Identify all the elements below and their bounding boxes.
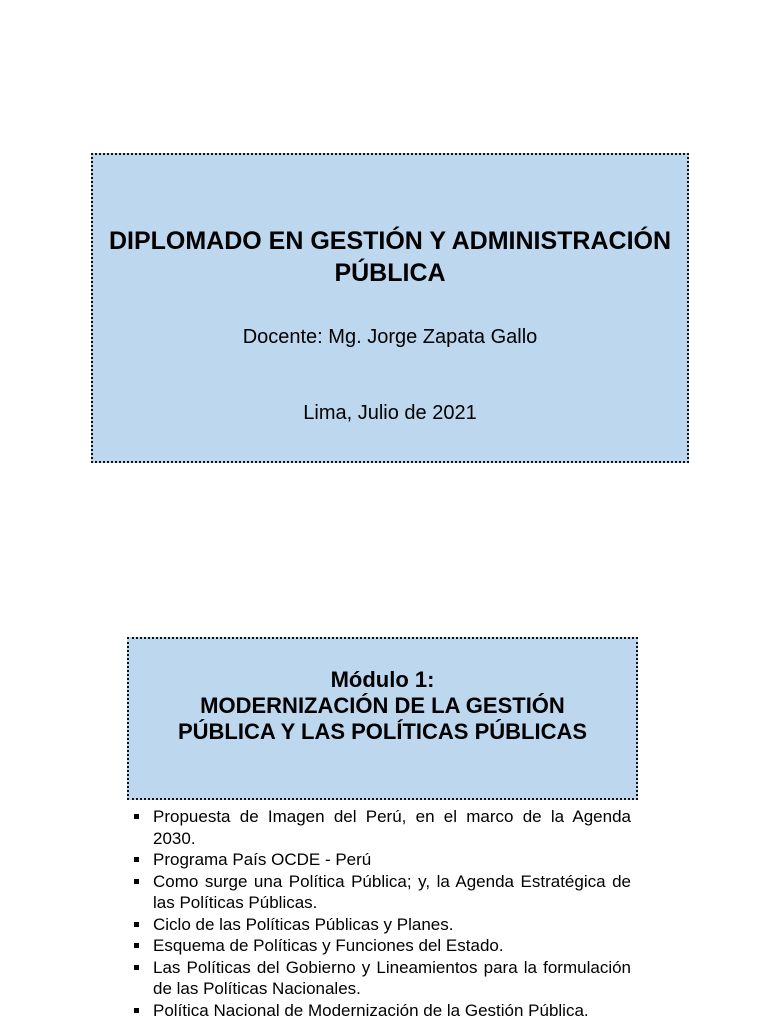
location-date: Lima, Julio de 2021 — [303, 402, 477, 424]
diploma-title: DIPLOMADO EN GESTIÓN Y ADMINISTRACIÓN PÚBLICA — [108, 227, 672, 287]
square-bullet-icon — [134, 922, 139, 927]
list-item — [133, 957, 631, 1000]
list-item — [133, 871, 631, 914]
module-title: MODERNIZACIÓN DE LA GESTIÓN PÚBLICA Y LAS POLÍTICAS PÚBLICAS — [177, 693, 588, 744]
list-item — [133, 935, 631, 957]
list-item — [133, 849, 631, 871]
topic-text: Programa País OCDE - Perú — [153, 850, 372, 869]
list-item — [133, 806, 631, 849]
square-bullet-icon — [134, 965, 139, 970]
topic-text: Propuesta de Imagen del Perú, en el marco de la Agenda 2030. — [153, 807, 631, 848]
module-title-box — [127, 637, 638, 800]
square-bullet-icon — [134, 1008, 139, 1013]
topic-text: Ciclo de las Políticas Públicas y Planes. — [153, 914, 454, 934]
topic-text: Esquema de Políticas y Funciones del Estado. — [153, 936, 504, 955]
square-bullet-icon — [134, 857, 139, 862]
topic-text: Política Nacional de Modernización de la Gestión Pública. — [153, 1000, 589, 1020]
square-bullet-icon — [134, 814, 139, 819]
list-item — [133, 914, 631, 936]
topic-list — [133, 806, 631, 1021]
topic-text: Como surge una Política Pública; y, la Agenda Estratégica de las Políticas Públicas. — [153, 871, 631, 912]
module-number: Módulo 1: — [330, 667, 435, 692]
teacher-name: Docente: Mg. Jorge Zapata Gallo — [242, 326, 538, 348]
topic-text: Las Políticas del Gobierno y Lineamientos para la formulación de las Políticas Nacionales. — [153, 957, 631, 998]
list-item — [133, 1000, 631, 1022]
cover-title-box — [91, 153, 689, 463]
square-bullet-icon — [134, 943, 139, 948]
square-bullet-icon — [134, 879, 139, 884]
